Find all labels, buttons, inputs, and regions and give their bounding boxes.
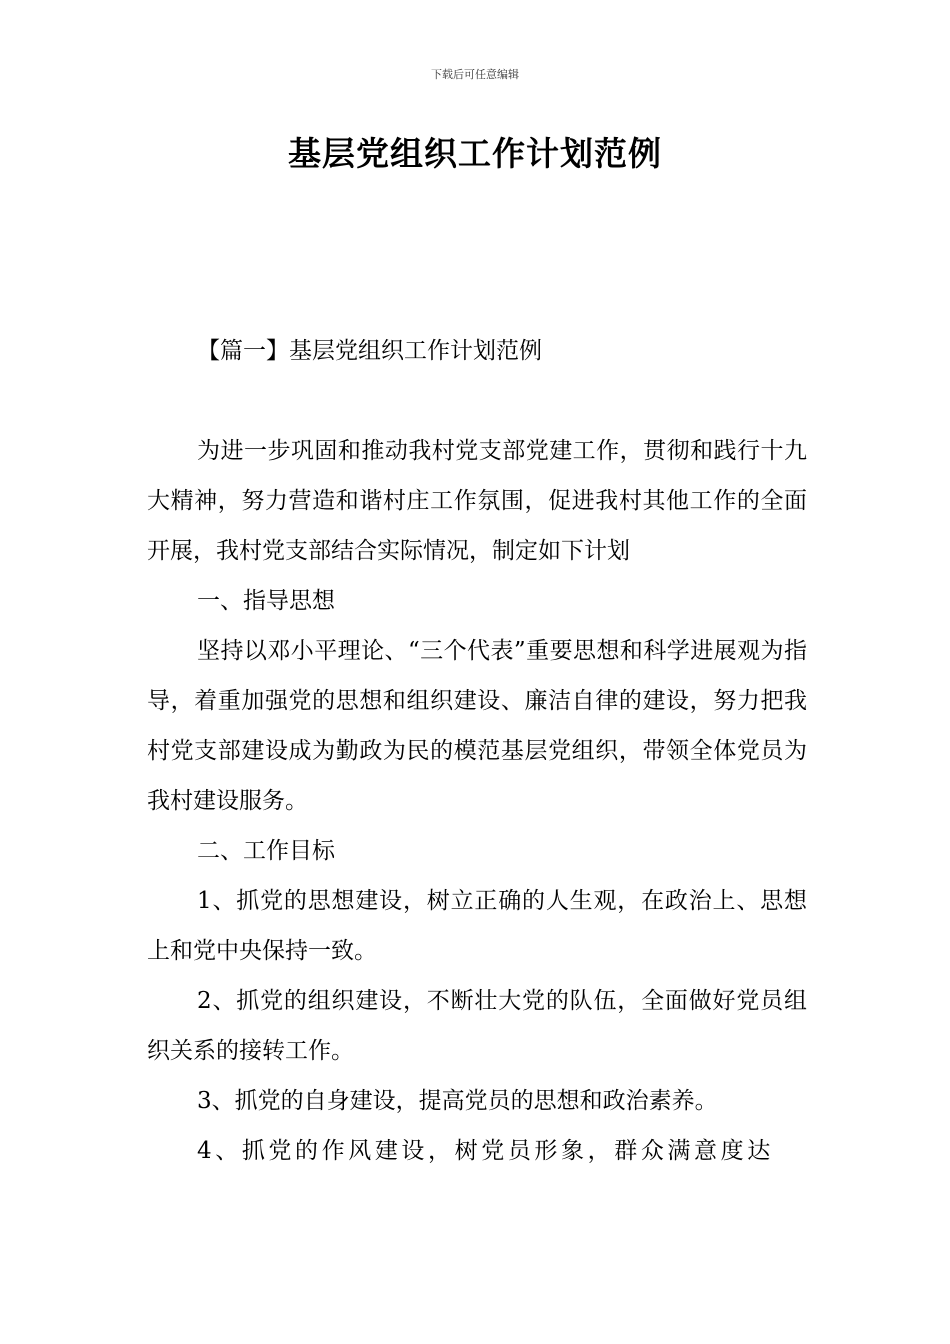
paragraph-guiding-ideology: 坚持以邓小平理论、“三个代表”重要思想和科学进展观为指导，着重加强党的思想和组织建设、廉洁自律的建设，努力把我村党支部建设成为勤政为民的模范基层党组织，带领全体党员为我村建设服务。 bbox=[147, 638, 807, 814]
paragraph-goal-2: 2、抓党的组织建设，不断壮大党的队伍，全面做好党员组织关系的接转工作。 bbox=[147, 988, 807, 1064]
section-heading: 【篇一】基层党组织工作计划范例 bbox=[197, 338, 542, 364]
paragraph-goal-1: 1、抓党的思想建设，树立正确的人生观，在政治上、思想上和党中央保持一致。 bbox=[147, 888, 807, 964]
heading-guiding-ideology: 一、指导思想 bbox=[197, 588, 335, 614]
paragraph-goal-4: 4、抓党的作风建设，树党员形象，群众满意度达 bbox=[197, 1138, 774, 1164]
paragraph-intro: 为进一步巩固和推动我村党支部党建工作，贯彻和践行十九大精神，努力营造和谐村庄工作氛围，促进我村其他工作的全面开展，我村党支部结合实际情况，制定如下计划 bbox=[147, 438, 807, 564]
heading-work-goals: 二、工作目标 bbox=[197, 838, 335, 864]
paragraph-goal-3: 3、抓党的自身建设，提高党员的思想和政治素养。 bbox=[197, 1088, 718, 1114]
header-note: 下载后可任意编辑 bbox=[431, 68, 519, 81]
document-title: 基层党组织工作计划范例 bbox=[288, 134, 662, 173]
document-body bbox=[147, 426, 807, 1176]
